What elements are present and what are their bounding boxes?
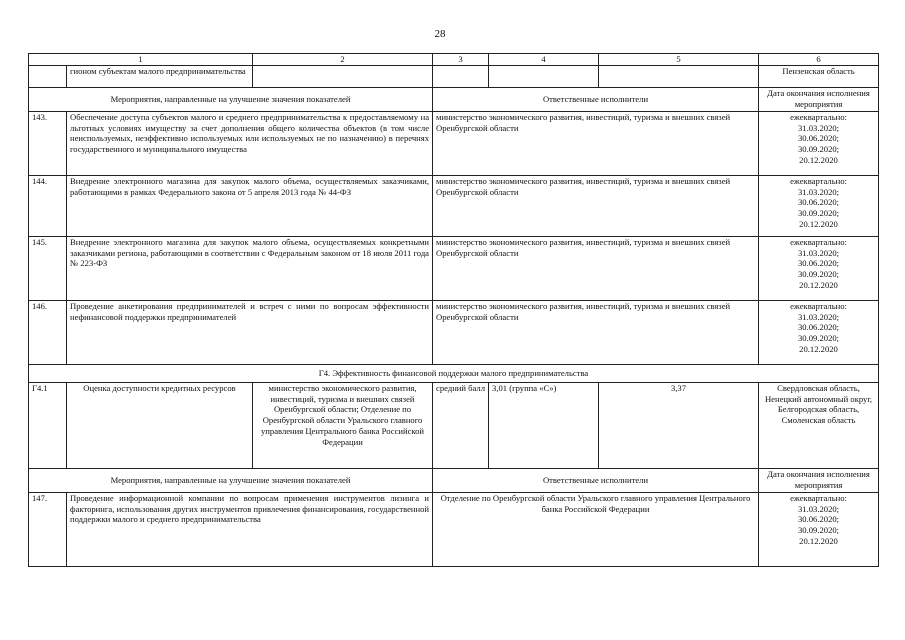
col-header-6: 6 (759, 54, 879, 66)
row-number: 144. (29, 175, 67, 236)
measure-text: Внедрение электронного магазина для закупок малого объема, осуществляемых конкретными заказчиками региона, работающими в соответствии с Федеральным законом от 18 июля 2011 года № 223-ФЗ (67, 236, 433, 300)
row-number: 147. (29, 492, 67, 566)
executors-label: Ответственные исполнители (433, 87, 759, 111)
deadline-dates: ежеквартально: 31.03.2020; 30.06.2020; 30.09.2020; 20.12.2020 (759, 300, 879, 364)
indicator-unit: средний балл (433, 382, 489, 468)
executor-text: Отделение по Оренбургской области Уральского главного управления Центрального банка Российской Федерации (433, 492, 759, 566)
page-number: 28 (434, 28, 446, 40)
measure-text: Проведение анкетирования предпринимателей и встреч с ними по вопросам эффективности нефинансовой поддержки предпринимателей (67, 300, 433, 364)
deadline-dates: ежеквартально: 31.03.2020; 30.06.2020; 30.09.2020; 20.12.2020 (759, 175, 879, 236)
table-row-144 (29, 175, 879, 236)
indicator-number: Г4.1 (29, 382, 67, 468)
deadline-dates: ежеквартально: 31.03.2020; 30.06.2020; 30.09.2020; 20.12.2020 (759, 236, 879, 300)
continuation-text: гионом субъектам малого предпринимательства (67, 65, 253, 87)
col-header-3: 3 (433, 54, 489, 66)
row-number: 143. (29, 111, 67, 175)
measure-text: Проведение информационной компании по вопросам применения инструментов лизинга и факторинга, использования других инструментов привлечения финансирования, государственной поддержки малого и среднего предпринимательства (67, 492, 433, 566)
measure-text: Обеспечение доступа субъектов малого и среднего предпринимательства к предоставляемому на льготных условиях имуществу за счет дополнения общего количества объектов (в том числе неиспользуемых, неэффективно используемых или используемых не по назначению) в перечнях государственного и муниципального имущества (67, 111, 433, 175)
col-header-4: 4 (489, 54, 599, 66)
indicator-executor: министерство экономического развития, инвестиций, туризма и внешних связей Оренбургской области; Отделение по Оренбургской области Уральского главного управления Центрального банка Российской Федерации (253, 382, 433, 468)
deadline-dates: ежеквартально: 31.03.2020; 30.06.2020; 30.09.2020; 20.12.2020 (759, 111, 879, 175)
indicator-name: Оценка доступности кредитных ресурсов (67, 382, 253, 468)
indicator-target: 3,37 (599, 382, 759, 468)
deadline-label: Дата окончания исполнения мероприятия (759, 468, 879, 492)
continuation-region: Пензенская область (759, 65, 879, 87)
measures-label: Мероприятия, направленные на улучшение значения показателей (29, 468, 433, 492)
measures-header-row-2 (29, 468, 879, 492)
measures-table (28, 53, 879, 567)
deadline-dates: ежеквартально: 31.03.2020; 30.06.2020; 30.09.2020; 20.12.2020 (759, 492, 879, 566)
table-row-145 (29, 236, 879, 300)
table-row-146 (29, 300, 879, 364)
executor-text: министерство экономического развития, инвестиций, туризма и внешних связей Оренбургской области (433, 236, 759, 300)
section-row-g4 (29, 364, 879, 382)
col-header-1: 1 (29, 54, 253, 66)
section-title: Г4. Эффективность финансовой поддержки малого предпринимательства (29, 364, 879, 382)
row-number: 146. (29, 300, 67, 364)
table-row-143 (29, 111, 879, 175)
measures-label: Мероприятия, направленные на улучшение значения показателей (29, 87, 433, 111)
executor-text: министерство экономического развития, инвестиций, туризма и внешних связей Оренбургской области (433, 300, 759, 364)
col-header-2: 2 (253, 54, 433, 66)
indicator-row-g4-1 (29, 382, 879, 468)
table-row-147 (29, 492, 879, 566)
deadline-label: Дата окончания исполнения мероприятия (759, 87, 879, 111)
row-number: 145. (29, 236, 67, 300)
measures-header-row (29, 87, 879, 111)
indicator-value: 3,01 (группа «С») (489, 382, 599, 468)
executor-text: министерство экономического развития, инвестиций, туризма и внешних связей Оренбургской области (433, 111, 759, 175)
indicator-regions: Свердловская область, Ненецкий автономный округ, Белгородская область, Смоленская область (759, 382, 879, 468)
continuation-row (29, 65, 879, 87)
column-numbers-row (29, 54, 879, 66)
col-header-5: 5 (599, 54, 759, 66)
executor-text: министерство экономического развития, инвестиций, туризма и внешних связей Оренбургской области (433, 175, 759, 236)
measure-text: Внедрение электронного магазина для закупок малого объема, осуществляемых заказчиками, работающими в рамках Федерального закона от 5 апреля 2013 года № 44-ФЗ (67, 175, 433, 236)
executors-label: Ответственные исполнители (433, 468, 759, 492)
